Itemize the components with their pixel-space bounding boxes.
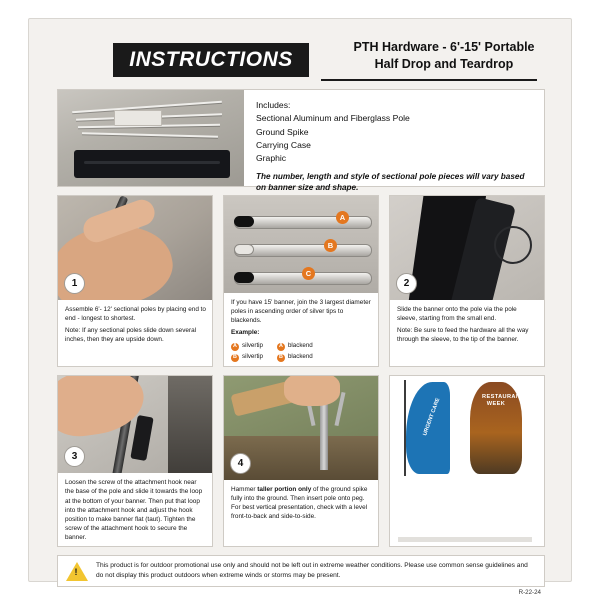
ground-spike-icon xyxy=(320,396,328,470)
kit-item: Graphic xyxy=(256,153,287,164)
legend-label: silvertip xyxy=(242,342,263,350)
legend-item xyxy=(231,342,263,351)
attachment-hook-icon xyxy=(130,415,153,461)
sheet-background xyxy=(28,18,572,596)
step-3-photo xyxy=(58,376,212,473)
warning-text: This product is for outdoor promotional use only and should not be left out in extreme weather conditions. Please use common sense guidelines and do not display this product outdoors when extreme winds or storms may be present. xyxy=(96,562,528,579)
warning-triangle-icon xyxy=(66,562,88,581)
steps-row-1 xyxy=(57,195,545,367)
callout-a: A xyxy=(336,211,349,224)
carrying-case-icon xyxy=(74,150,230,178)
includes-heading: Includes: xyxy=(256,100,291,110)
warning-footer xyxy=(57,555,545,587)
step-4-emphasis: taller portion only xyxy=(257,486,312,493)
header-divider xyxy=(321,79,537,81)
legend-label: blackend xyxy=(287,342,313,350)
step-1-instruction: Assemble 6'- 12' sectional poles by placing end to end - longest to shortest. xyxy=(65,306,206,323)
callout-b: B xyxy=(324,239,337,252)
legend-label: blackend xyxy=(287,353,313,361)
pole-segment-icon xyxy=(234,244,372,257)
step-number-badge: 3 xyxy=(64,446,85,467)
steps-row-2 xyxy=(57,375,545,547)
example-label: Example: xyxy=(231,329,260,337)
step-3-text xyxy=(58,473,212,546)
legend-bullet-icon: A xyxy=(277,343,285,351)
pole-black-end-icon xyxy=(234,216,254,227)
banner-base-icon xyxy=(398,537,532,542)
page-title-line2: Half Drop and Teardrop xyxy=(374,56,514,71)
pole-piece-icon xyxy=(82,132,218,138)
kit-note: The number, length and style of sectional pole pieces will vary based on banner size and shape. xyxy=(256,171,525,192)
step-2-photo xyxy=(390,196,544,300)
step-card-3 xyxy=(57,375,213,547)
pole-join-text xyxy=(224,293,378,366)
kit-photo xyxy=(58,90,244,186)
step-2-text xyxy=(390,300,544,366)
legend-bullet-icon: B xyxy=(277,354,285,362)
pole-join-photo xyxy=(224,196,378,293)
cord-loop-icon xyxy=(494,226,532,264)
callout-c: C xyxy=(302,267,315,280)
legend-label: silvertip xyxy=(242,353,263,361)
legend-item xyxy=(231,353,263,362)
step-card-2 xyxy=(389,195,545,367)
pole-segment-icon xyxy=(234,216,372,229)
step-3-instruction: Loosen the screw of the attachment hook near the base of the pole and slide it towards the loop at the bottom of your banner. Then put that loop into the attachment hook and adjust the hook position to make banner flat (taut). Tighten the screw of the attachment hook to secure the banner. xyxy=(65,479,203,541)
instructions-badge: INSTRUCTIONS xyxy=(113,43,309,77)
legend-bullet-icon: A xyxy=(231,343,239,351)
step-number-badge: 1 xyxy=(64,273,85,294)
pole-legend xyxy=(231,340,372,362)
kit-item: Ground Spike xyxy=(256,126,309,137)
step-card-1 xyxy=(57,195,213,367)
kit-contents-panel xyxy=(57,89,545,192)
legend-item xyxy=(277,342,313,351)
teardrop-label-line1: RESTAURANT xyxy=(482,394,525,400)
banner-edge-icon xyxy=(168,376,212,473)
step-1-note: Note: If any sectional poles slide down several inches, then they are upside down. xyxy=(65,327,197,344)
feather-banner-label: URGENT CARE xyxy=(422,397,442,437)
legend-item xyxy=(277,353,313,362)
kit-item: Sectional Aluminum and Fiberglass Pole xyxy=(256,113,410,124)
page-title-line1: PTH Hardware - 6'-15' Portable xyxy=(353,40,535,54)
pole-silver-tip-icon xyxy=(234,244,254,255)
document-code: R-22-24 xyxy=(518,589,541,596)
finished-banners-photo xyxy=(390,376,544,544)
legend-bullet-icon: B xyxy=(231,354,239,362)
step-1-photo xyxy=(58,196,212,300)
hand-icon xyxy=(284,376,340,406)
step-card-4 xyxy=(223,375,379,547)
step-2-note: Note: Be sure to feed the hardware all the way through the sleeve, to the tip of the banner. xyxy=(397,327,529,344)
step-number-badge: 2 xyxy=(396,273,417,294)
pole-black-end-icon xyxy=(234,272,254,283)
step-1-text xyxy=(58,300,212,366)
step-4-lead: Hammer xyxy=(231,486,256,493)
pole-join-instruction: If you have 15' banner, join the 3 largest diameter poles in ascending order of silver tips to blackends. xyxy=(231,299,371,325)
step-card-15ft xyxy=(223,195,379,367)
graphic-label-icon xyxy=(114,110,162,126)
kit-contents-text xyxy=(244,90,544,192)
step-4-rest: of the ground spike fully into the ground. Then insert pole onto peg. For best vertical presentation, check with a level front-to-back and side-to-side. xyxy=(231,486,368,521)
step-4-text xyxy=(224,480,378,546)
step-2-instruction: Slide the banner onto the pole via the pole sleeve, starting from the small end. xyxy=(397,306,517,323)
page-title xyxy=(319,39,569,73)
finished-banners-card xyxy=(389,375,545,547)
step-4-photo xyxy=(224,376,378,480)
header xyxy=(29,27,571,85)
teardrop-banner-label xyxy=(482,394,525,408)
step-number-badge: 4 xyxy=(230,453,251,474)
teardrop-label-line2: WEEK xyxy=(486,400,506,407)
kit-item: Carrying Case xyxy=(256,139,311,150)
